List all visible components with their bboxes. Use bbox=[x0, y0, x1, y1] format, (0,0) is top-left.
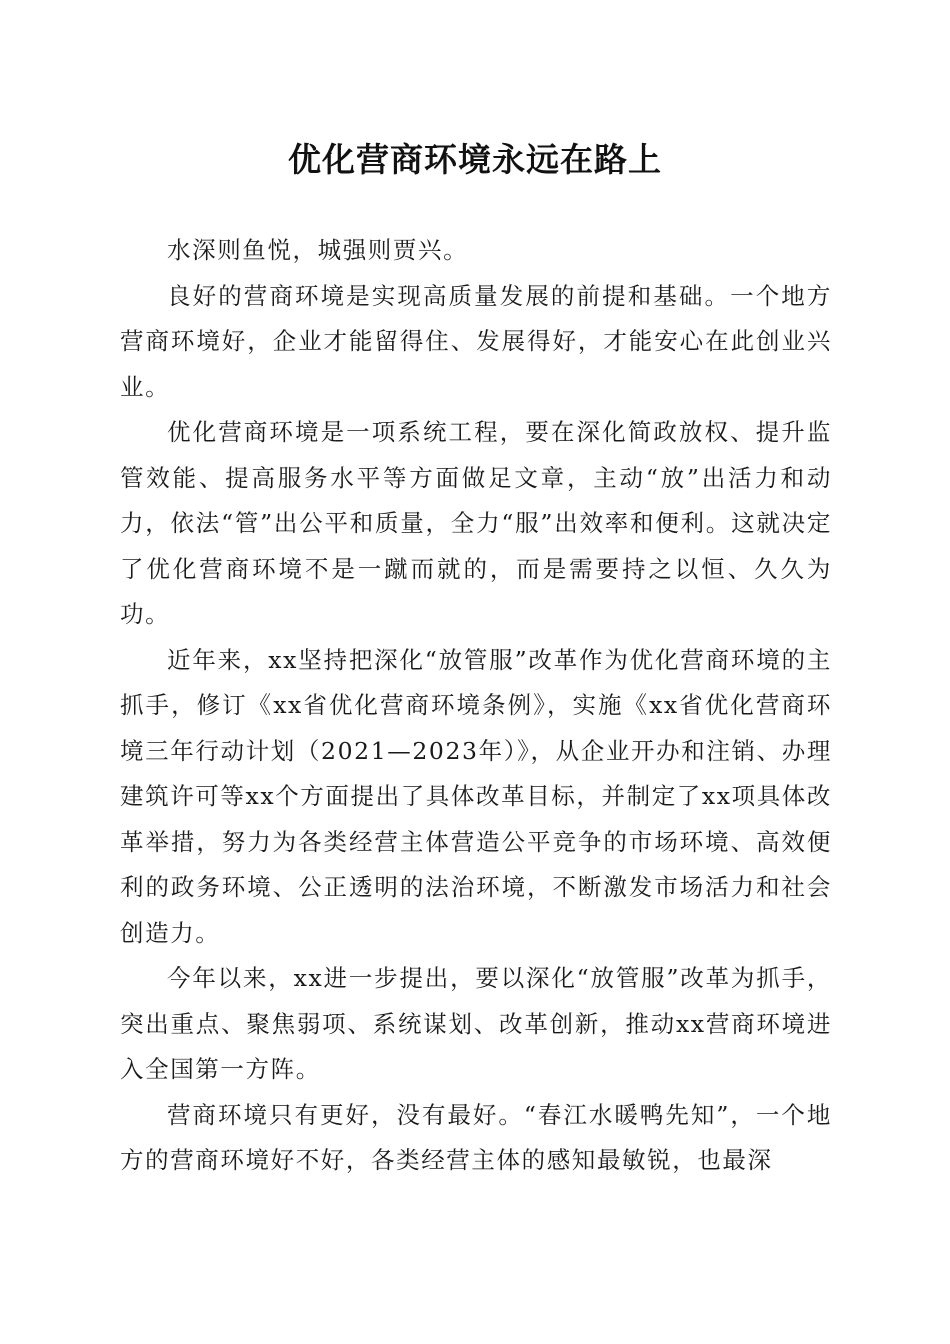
paragraph-2: 良好的营商环境是实现高质量发展的前提和基础。一个地方营商环境好，企业才能留得住、发展得好，才能安心在此创业兴业。 bbox=[120, 281, 832, 401]
document-body bbox=[120, 228, 832, 1184]
document-title: 优化营商环境永远在路上 bbox=[288, 140, 662, 179]
paragraph-3: 优化营商环境是一项系统工程，要在深化简政放权、提升监管效能、提高服务水平等方面做足文章，主动“放”出活力和动力，依法“管”出公平和质量，全力“服”出效率和便利。这就决定了优化营商环境不是一蹴而就的，而是需要持之以恒、久久为功。 bbox=[120, 418, 832, 628]
paragraph-5: 今年以来，xx进一步提出，要以深化“放管服”改革为抓手，突出重点、聚焦弱项、系统谋划、改革创新，推动xx营商环境进入全国第一方阵。 bbox=[120, 964, 832, 1083]
paragraph-1: 水深则鱼悦，城强则贾兴。 bbox=[167, 236, 469, 264]
paragraph-6: 营商环境只有更好，没有最好。“春江水暖鸭先知”，一个地方的营商环境好不好，各类经营主体的感知最敏锐，也最深 bbox=[120, 1100, 832, 1174]
paragraph-4: 近年来，xx坚持把深化“放管服”改革作为优化营商环境的主抓手，修订《xx省优化营商环境条例》，实施《xx省优化营商环境三年行动计划（2021—2023年）》，从企业开办和注销、办理建筑许可等xx个方面提出了具体改革目标，并制定了xx项具体改革举措，努力为各类经营主体营造公平竞争的市场环境、高效便利的政务环境、公正透明的法治环境，不断激发市场活力和社会创造力。 bbox=[120, 645, 833, 947]
